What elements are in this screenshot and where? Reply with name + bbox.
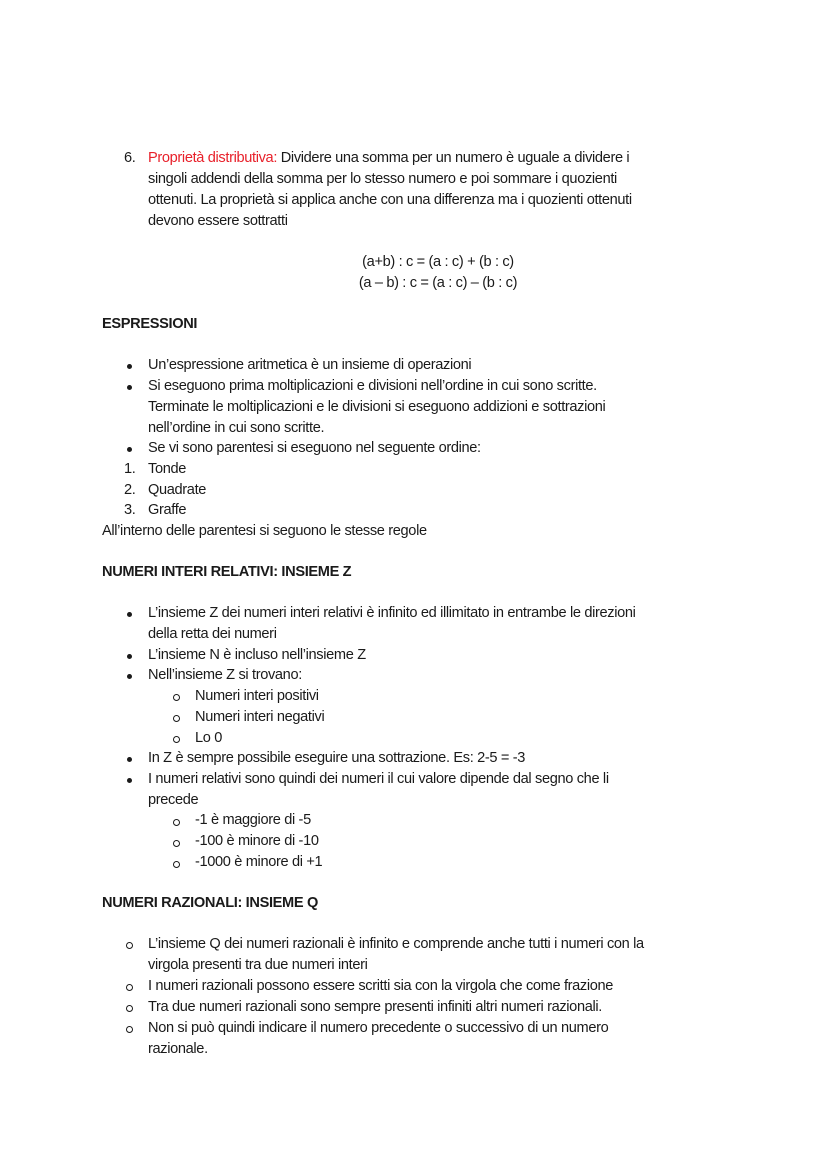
bullet-icon (127, 364, 132, 369)
bullet-icon (127, 654, 132, 659)
list-item: L’insieme Q dei numeri razionali è infinito e comprende anche tutti i numeri con la (148, 936, 644, 952)
list-item: I numeri razionali possono essere scritti sia con la virgola che come frazione (148, 978, 614, 994)
paragraph: All’interno delle parentesi si seguono le stesse regole (102, 523, 427, 539)
ordered-item: Graffe (148, 502, 187, 518)
sub-bullet-icon (173, 840, 180, 847)
property-title: Proprietà distributiva: (148, 150, 278, 166)
sub-list-item: Numeri interi negativi (195, 709, 325, 725)
formula: (a – b) : c = (a : c) – (b : c) (358, 275, 518, 291)
bullet-icon (127, 385, 132, 390)
text: Dividere una somma per un numero è uguale a dividere i (277, 150, 630, 166)
sub-bullet-icon (173, 819, 180, 826)
sub-bullet-icon (173, 861, 180, 868)
list-item: In Z è sempre possibile eseguire una sottrazione. Es: 2-5 = -3 (148, 750, 525, 766)
bullet-icon (127, 674, 132, 679)
bullet-icon (127, 757, 132, 762)
list-number: 3. (124, 502, 136, 518)
list-item-continued: razionale. (148, 1041, 208, 1057)
sub-bullet-icon (173, 694, 180, 701)
paragraph-line (148, 148, 629, 169)
paragraph-line: singoli addendi della somma per lo stesso numero e poi sommare i quozienti (148, 171, 617, 187)
list-item-continued: virgola presenti tra due numeri interi (148, 957, 368, 973)
section-heading: ESPRESSIONI (102, 316, 198, 332)
ordered-item: Tonde (148, 461, 187, 477)
list-item-continued: nell’ordine in cui sono scritte. (148, 420, 325, 436)
sub-bullet-icon (126, 1026, 133, 1033)
list-item: Si eseguono prima moltiplicazioni e divisioni nell’ordine in cui sono scritte. (148, 378, 597, 394)
list-item-continued: precede (148, 792, 199, 808)
sub-list-item: Numeri interi positivi (195, 688, 319, 704)
bullet-icon (127, 447, 132, 452)
list-item: L’insieme Z dei numeri interi relativi è infinito ed illimitato in entrambe le direzioni (148, 605, 636, 621)
section-heading: NUMERI INTERI RELATIVI: INSIEME Z (102, 564, 352, 580)
paragraph-line: devono essere sottratti (148, 213, 288, 229)
section-heading: NUMERI RAZIONALI: INSIEME Q (102, 895, 318, 911)
list-item: Se vi sono parentesi si eseguono nel seguente ordine: (148, 440, 481, 456)
list-item-continued: della retta dei numeri (148, 626, 277, 642)
formula: (a+b) : c = (a : c) + (b : c) (362, 254, 514, 270)
list-item: Non si può quindi indicare il numero precedente o successivo di un numero (148, 1020, 609, 1036)
sub-list-item: -1000 è minore di +1 (195, 854, 323, 870)
list-number: 1. (124, 461, 136, 477)
sub-list-item: Lo 0 (195, 730, 223, 746)
list-number: 6. (124, 150, 136, 166)
list-number: 2. (124, 482, 136, 498)
list-item: Nell’insieme Z si trovano: (148, 667, 302, 683)
sub-list-item: -1 è maggiore di -5 (195, 812, 311, 828)
sub-list-item: -100 è minore di -10 (195, 833, 319, 849)
paragraph-line: ottenuti. La proprietà si applica anche con una differenza ma i quozienti ottenuti (148, 192, 632, 208)
bullet-icon (127, 612, 132, 617)
list-item-continued: Terminate le moltiplicazioni e le divisioni si eseguono addizioni e sottrazioni (148, 399, 606, 415)
bullet-icon (127, 778, 132, 783)
list-item: Un’espressione aritmetica è un insieme di operazioni (148, 357, 472, 373)
ordered-item: Quadrate (148, 482, 207, 498)
list-item: Tra due numeri razionali sono sempre presenti infiniti altri numeri razionali. (148, 999, 602, 1015)
sub-bullet-icon (173, 715, 180, 722)
sub-bullet-icon (126, 942, 133, 949)
sub-bullet-icon (126, 984, 133, 991)
list-item: L’insieme N è incluso nell’insieme Z (148, 647, 366, 663)
list-item: I numeri relativi sono quindi dei numeri il cui valore dipende dal segno che li (148, 771, 609, 787)
sub-bullet-icon (126, 1005, 133, 1012)
sub-bullet-icon (173, 736, 180, 743)
